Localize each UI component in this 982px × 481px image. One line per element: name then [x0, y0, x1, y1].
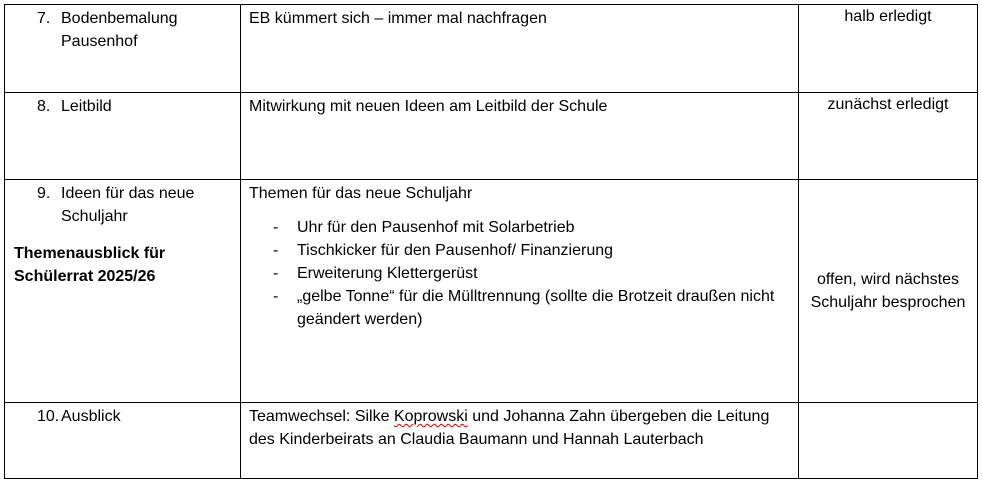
- content-intro: Themen für das neue Schuljahr: [249, 185, 473, 202]
- topic-item: [5, 93, 240, 118]
- topic-item: [5, 403, 240, 428]
- content-cell: [241, 93, 799, 180]
- topic-cell: [5, 180, 241, 403]
- status-text: offen, wird nächstes Schuljahr besprochen: [810, 271, 966, 311]
- content-text: EB kümmert sich – immer mal nachfragen: [249, 10, 547, 27]
- content-part: und Johanna Zahn übergeben die Leitung des Kinderbeirats an Claudia Baumann und Hannah Lauterbach: [249, 408, 770, 448]
- list-item-text: Erweiterung Klettergerüst: [297, 265, 478, 282]
- topic-cell: [5, 5, 241, 93]
- list-item-text: Tischkicker für den Pausenhof/ Finanzierung: [297, 242, 614, 259]
- outlook-heading: Themenausblick für Schülerrat 2025/26: [14, 245, 166, 285]
- topic-list: [249, 216, 790, 331]
- topic-label: Ideen für das neue Schuljahr: [61, 185, 195, 225]
- status-text: halb erledigt: [844, 8, 932, 25]
- content-part: Teamwechsel: Silke: [249, 408, 394, 425]
- content-block: [241, 180, 798, 331]
- dash-marker: -: [273, 288, 279, 305]
- content-text: [241, 403, 798, 451]
- dash-marker: -: [273, 242, 279, 259]
- status-cell: [799, 93, 978, 180]
- item-number: 8.: [37, 98, 51, 115]
- list-item-text: „gelbe Tonne“ für die Mülltrennung (sollte die Brotzeit draußen nicht geändert werden): [297, 288, 775, 328]
- list-item: [249, 262, 790, 285]
- list-item: [249, 285, 790, 331]
- topic-label: Ausblick: [61, 408, 121, 425]
- list-item: [249, 216, 790, 239]
- spellcheck-flagged-word: Koprowski: [393, 408, 468, 425]
- dash-marker: -: [273, 265, 279, 282]
- list-item-text: Uhr für den Pausenhof mit Solarbetrieb: [297, 219, 575, 236]
- item-number: 7.: [37, 10, 51, 27]
- table-row: [5, 93, 978, 180]
- topic-item: [5, 180, 240, 228]
- list-item: [249, 239, 790, 262]
- topic-label: Leitbild: [61, 98, 112, 115]
- table-row: [5, 403, 978, 479]
- content-cell: [241, 180, 799, 403]
- status-cell: [799, 403, 978, 479]
- status-cell: [799, 180, 978, 403]
- table-row: [5, 5, 978, 93]
- content-text: Mitwirkung mit neuen Ideen am Leitbild der Schule: [249, 98, 608, 115]
- table-row: [5, 180, 978, 403]
- status-text: zunächst erledigt: [827, 96, 949, 113]
- dash-marker: -: [273, 219, 279, 236]
- topic-cell: [5, 93, 241, 180]
- status-cell: [799, 5, 978, 93]
- content-cell: [241, 5, 799, 93]
- topic-cell: [5, 403, 241, 479]
- topic-item: [5, 5, 240, 53]
- topic-label: Bodenbemalung Pausenhof: [61, 10, 178, 50]
- content-cell: [241, 403, 799, 479]
- item-number: 10.: [37, 408, 60, 425]
- minutes-table: [4, 4, 978, 479]
- item-number: 9.: [37, 185, 51, 202]
